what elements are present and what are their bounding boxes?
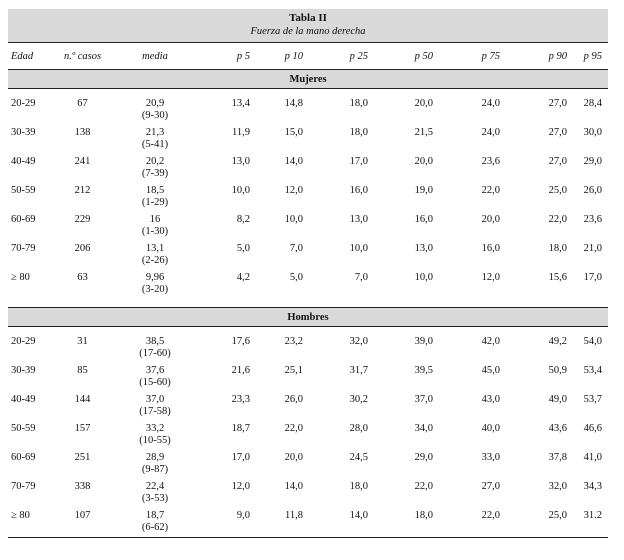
table-body [8, 70, 608, 538]
media-range: (9-87) [141, 464, 169, 475]
media-cell [105, 334, 205, 363]
p75-cell: 12,0 [481, 272, 500, 283]
table-row [8, 334, 608, 363]
media-value: 16 [149, 214, 161, 225]
media-range: (1-30) [141, 226, 169, 237]
p95-cell: 23,6 [583, 214, 602, 225]
cases-cell: 206 [74, 243, 91, 254]
p50-cell: 18,0 [414, 510, 433, 521]
age-cell: 40-49 [11, 394, 36, 405]
p10-cell: 14,0 [284, 481, 303, 492]
media-range: (3-53) [141, 493, 169, 504]
section-title: Mujeres [8, 70, 608, 89]
p50-cell: 39,5 [414, 365, 433, 376]
p25-cell: 31,7 [349, 365, 368, 376]
media-value: 18,5 [145, 185, 165, 196]
header-media: media [105, 43, 205, 70]
age-cell: 30-39 [11, 127, 36, 138]
cases-cell: 138 [74, 127, 91, 138]
spacer-row [8, 299, 608, 308]
cases-cell: 85 [77, 365, 88, 376]
media-cell [105, 125, 205, 154]
section-title: Hombres [8, 308, 608, 327]
p90-cell: 18,0 [548, 243, 567, 254]
p90-cell: 50,9 [548, 365, 567, 376]
p10-cell: 14,8 [284, 98, 303, 109]
media-cell [105, 241, 205, 270]
cases-cell: 63 [77, 272, 88, 283]
media-range: (17-58) [139, 406, 171, 417]
media-range: (15-60) [139, 377, 171, 388]
table-subtitle: Fuerza de la mano derecha [250, 26, 366, 37]
media-value: 38,5 [145, 336, 165, 347]
p25-cell: 10,0 [349, 243, 368, 254]
cases-cell: 338 [74, 481, 91, 492]
p25-cell: 28,0 [349, 423, 368, 434]
header-edad: Edad [8, 43, 60, 70]
p90-cell: 22,0 [548, 214, 567, 225]
table-row [8, 241, 608, 270]
p75-cell: 22,0 [481, 510, 500, 521]
media-value: 18,7 [145, 510, 165, 521]
p5-cell: 12,0 [231, 481, 250, 492]
p50-cell: 16,0 [414, 214, 433, 225]
p95-cell: 54,0 [583, 336, 602, 347]
p10-cell: 20,0 [284, 452, 303, 463]
media-range: (9-30) [141, 110, 169, 121]
spacer-row [8, 327, 608, 335]
p75-cell: 24,0 [481, 98, 500, 109]
age-cell: 70-79 [11, 243, 36, 254]
p25-cell: 24,5 [349, 452, 368, 463]
p95-cell: 21,0 [583, 243, 602, 254]
age-cell: 20-29 [11, 98, 36, 109]
table-row [8, 479, 608, 508]
p5-cell: 11,9 [232, 127, 250, 138]
table-row [8, 125, 608, 154]
header-n-casos: n.º casos [60, 43, 105, 70]
media-value: 37,6 [145, 365, 165, 376]
media-value: 33,2 [145, 423, 165, 434]
p10-cell: 26,0 [284, 394, 303, 405]
p25-cell: 16,0 [349, 185, 368, 196]
spacer-row [8, 89, 608, 97]
p50-cell: 22,0 [414, 481, 433, 492]
p5-cell: 23,3 [231, 394, 250, 405]
p50-cell: 10,0 [414, 272, 433, 283]
media-range: (1-29) [141, 197, 169, 208]
media-range: (6-62) [141, 522, 169, 533]
p50-cell: 37,0 [414, 394, 433, 405]
media-cell [105, 421, 205, 450]
cases-cell: 67 [77, 98, 88, 109]
age-cell: 30-39 [11, 365, 36, 376]
age-cell: ≥ 80 [11, 510, 30, 521]
p5-cell: 9,0 [236, 510, 250, 521]
age-cell: 50-59 [11, 185, 36, 196]
p75-cell: 16,0 [481, 243, 500, 254]
p95-cell: 41,0 [583, 452, 602, 463]
p75-cell: 22,0 [481, 185, 500, 196]
p75-cell: 45,0 [481, 365, 500, 376]
p50-cell: 19,0 [414, 185, 433, 196]
table-row [8, 183, 608, 212]
p50-cell: 13,0 [414, 243, 433, 254]
cases-cell: 212 [74, 185, 91, 196]
header-p90: p 90 [506, 43, 573, 70]
media-range: (7-39) [141, 168, 169, 179]
p10-cell: 14,0 [284, 156, 303, 167]
media-cell [105, 96, 205, 125]
cases-cell: 107 [74, 510, 91, 521]
header-p50: p 50 [374, 43, 439, 70]
p90-cell: 43,6 [548, 423, 567, 434]
media-cell [105, 392, 205, 421]
p95-cell: 28,4 [583, 98, 602, 109]
p95-cell: 34,3 [583, 481, 602, 492]
p95-cell: 53,4 [583, 365, 602, 376]
spacer-cell [8, 89, 608, 97]
p25-cell: 18,0 [349, 481, 368, 492]
p50-cell: 34,0 [414, 423, 433, 434]
media-cell [105, 363, 205, 392]
cases-cell: 241 [74, 156, 91, 167]
age-cell: 60-69 [11, 214, 36, 225]
media-cell [105, 212, 205, 241]
p95-cell: 53,7 [583, 394, 602, 405]
cases-cell: 251 [74, 452, 91, 463]
p90-cell: 25,0 [548, 510, 567, 521]
p5-cell: 18,7 [231, 423, 250, 434]
p50-cell: 39,0 [414, 336, 433, 347]
header-row [8, 43, 608, 70]
p95-cell: 29,0 [583, 156, 602, 167]
strength-table-figure [8, 9, 608, 538]
cases-cell: 31 [77, 336, 88, 347]
p90-cell: 25,0 [548, 185, 567, 196]
p10-cell: 10,0 [284, 214, 303, 225]
cases-cell: 157 [74, 423, 91, 434]
table-row [8, 154, 608, 183]
p50-cell: 21,5 [414, 127, 433, 138]
media-cell [105, 508, 205, 538]
cases-cell: 144 [74, 394, 91, 405]
p90-cell: 49,2 [548, 336, 567, 347]
media-range: (2-26) [141, 255, 169, 266]
media-value: 13,1 [145, 243, 165, 254]
table-row [8, 421, 608, 450]
p25-cell: 30,2 [349, 394, 368, 405]
age-cell: 60-69 [11, 452, 36, 463]
media-value: 20,2 [145, 156, 165, 167]
p5-cell: 4,2 [236, 272, 250, 283]
age-cell: 50-59 [11, 423, 36, 434]
age-cell: 20-29 [11, 336, 36, 347]
p90-cell: 27,0 [548, 98, 567, 109]
media-value: 22,4 [145, 481, 165, 492]
table-row [8, 96, 608, 125]
p90-cell: 49,0 [548, 394, 567, 405]
p95-cell: 17,0 [583, 272, 602, 283]
media-cell [105, 270, 205, 299]
table-title: Tabla II [289, 12, 327, 24]
header-p75: p 75 [439, 43, 506, 70]
table-title-box [8, 9, 608, 43]
p5-cell: 8,2 [236, 214, 250, 225]
p90-cell: 32,0 [548, 481, 567, 492]
age-cell: ≥ 80 [11, 272, 30, 283]
p25-cell: 7,0 [354, 272, 368, 283]
p75-cell: 23,6 [481, 156, 500, 167]
media-range: (5-41) [141, 139, 169, 150]
age-cell: 40-49 [11, 156, 36, 167]
media-value: 20,9 [145, 98, 165, 109]
p25-cell: 32,0 [349, 336, 368, 347]
p25-cell: 18,0 [349, 127, 368, 138]
header-p5: p 5 [205, 43, 256, 70]
table-row [8, 392, 608, 421]
table-row [8, 450, 608, 479]
section-header-row [8, 70, 608, 89]
p25-cell: 13,0 [349, 214, 368, 225]
section-header-row [8, 308, 608, 327]
media-cell [105, 479, 205, 508]
table-row [8, 363, 608, 392]
p50-cell: 29,0 [414, 452, 433, 463]
media-range: (17-60) [139, 348, 171, 359]
p75-cell: 43,0 [481, 394, 500, 405]
p10-cell: 12,0 [284, 185, 303, 196]
p25-cell: 18,0 [349, 98, 368, 109]
p25-cell: 14,0 [349, 510, 368, 521]
p10-cell: 25,1 [284, 365, 303, 376]
p90-cell: 27,0 [548, 156, 567, 167]
p5-cell: 17,0 [231, 452, 250, 463]
p90-cell: 15,6 [548, 272, 567, 283]
p75-cell: 40,0 [481, 423, 500, 434]
p95-cell: 31.2 [583, 510, 602, 521]
media-cell [105, 154, 205, 183]
p95-cell: 46,6 [583, 423, 602, 434]
p50-cell: 20,0 [414, 98, 433, 109]
p5-cell: 5,0 [236, 243, 250, 254]
spacer-cell [8, 327, 608, 335]
media-value: 28,9 [145, 452, 165, 463]
p90-cell: 27,0 [548, 127, 567, 138]
media-cell [105, 450, 205, 479]
p75-cell: 20,0 [481, 214, 500, 225]
media-value: 9,96 [145, 272, 165, 283]
header-p95: p 95 [573, 43, 608, 70]
media-value: 21,3 [145, 127, 165, 138]
spacer-cell [8, 299, 608, 308]
p5-cell: 13,0 [231, 156, 250, 167]
header-p10: p 10 [256, 43, 309, 70]
p10-cell: 7,0 [289, 243, 303, 254]
cases-cell: 229 [74, 214, 91, 225]
p25-cell: 17,0 [349, 156, 368, 167]
p75-cell: 27,0 [481, 481, 500, 492]
p95-cell: 26,0 [583, 185, 602, 196]
p5-cell: 17,6 [231, 336, 250, 347]
media-range: (10-55) [139, 435, 171, 446]
header-p25: p 25 [309, 43, 374, 70]
p5-cell: 10,0 [231, 185, 250, 196]
p5-cell: 13,4 [231, 98, 250, 109]
p10-cell: 5,0 [289, 272, 303, 283]
p10-cell: 23,2 [284, 336, 303, 347]
p75-cell: 33,0 [481, 452, 500, 463]
p75-cell: 42,0 [481, 336, 500, 347]
p75-cell: 24,0 [481, 127, 500, 138]
media-range: (3-20) [141, 284, 169, 295]
strength-table [8, 43, 608, 538]
age-cell: 70-79 [11, 481, 36, 492]
p10-cell: 15,0 [284, 127, 303, 138]
p5-cell: 21,6 [231, 365, 250, 376]
table-row [8, 212, 608, 241]
media-value: 37,0 [145, 394, 165, 405]
p95-cell: 30,0 [583, 127, 602, 138]
media-cell [105, 183, 205, 212]
p10-cell: 11,8 [285, 510, 303, 521]
p10-cell: 22,0 [284, 423, 303, 434]
table-row [8, 270, 608, 299]
p90-cell: 37,8 [548, 452, 567, 463]
table-row [8, 508, 608, 538]
p50-cell: 20,0 [414, 156, 433, 167]
